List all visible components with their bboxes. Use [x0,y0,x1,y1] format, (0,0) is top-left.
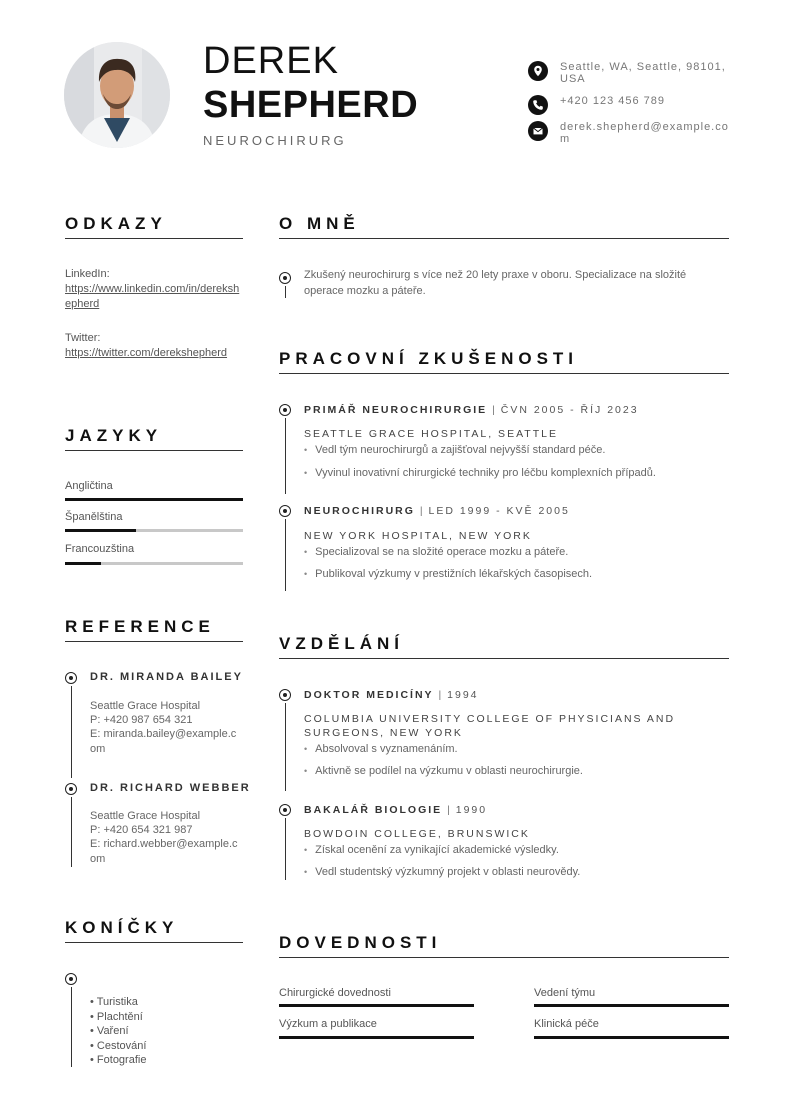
contact-email [528,121,730,145]
hobbies-heading: KONÍČKY [65,918,179,937]
phone-icon [528,95,548,115]
language-level-fill [65,562,101,565]
skill-name: Klinická péče [534,1018,599,1030]
about-divider [279,238,729,239]
education-bullet: • Získal ocenění za vynikající akademické výsledky. [304,844,559,856]
education-institution: BOWDOIN COLLEGE, BRUNSWICK [304,828,530,840]
timeline-line [71,686,72,778]
timeline-dot [279,404,291,416]
timeline-line [285,286,286,298]
twitter-label: Twitter: [65,332,101,344]
links-heading: ODKAZY [65,214,167,233]
language-name: Španělština [65,511,123,523]
reference-email: E: richard.webber@example.com [90,838,238,865]
location-pin-icon [528,61,548,81]
education-bullet: • Aktivně se podílel na výzkumu v oblasti neurochirurgie. [304,765,583,777]
hobbies-list [90,995,146,1068]
experience-bullet: • Specializoval se na složité operace mozku a páteře. [304,546,568,558]
timeline-dot [65,672,77,684]
education-bullet: • Vedl studentský výzkumný projekt v oblasti neurovědy. [304,866,580,878]
linkedin-label: LinkedIn: [65,268,110,280]
hobbies-divider [65,942,243,943]
last-name: SHEPHERD [203,84,419,126]
experience-title: PRIMÁŘ NEUROCHIRURGIE | ČVN 2005 - ŘÍJ 2023 [304,404,639,416]
timeline-line [71,987,72,1067]
envelope-icon [528,121,548,141]
contact-phone [528,95,730,115]
timeline-dot [279,804,291,816]
reference-name: DR. MIRANDA BAILEY [90,671,243,683]
experience-divider [279,373,729,374]
education-title: BAKALÁŘ BIOLOGIE | 1990 [304,804,488,816]
timeline-line [285,818,286,880]
timeline-dot [279,272,291,284]
experience-bullet: • Vyvinul inovativní chirurgické techniky pro léčbu komplexních případů. [304,467,656,479]
profile-photo [64,42,170,148]
references-heading: REFERENCE [65,617,215,636]
skill-bar [279,1004,474,1007]
language-name: Angličtina [65,480,113,492]
language-level-fill [65,529,136,532]
contact-address [528,61,730,85]
experience-heading: PRACOVNÍ ZKUŠENOSTI [279,349,579,368]
timeline-line [71,797,72,867]
skill-name: Výzkum a publikace [279,1018,377,1030]
education-title: DOKTOR MEDICÍNY | 1994 [304,689,479,701]
address-text: Seattle, WA, Seattle, 98101, USA [560,61,726,85]
hobby-item: • Fotografie [90,1054,147,1066]
timeline-dot [65,783,77,795]
phone-text: +420 123 456 789 [560,95,666,107]
reference-phone: P: +420 987 654 321 [90,714,193,726]
reference-name: DR. RICHARD WEBBER [90,782,251,794]
timeline-line [285,519,286,591]
language-level-bar [65,498,243,501]
timeline-line [285,418,286,494]
twitter-link[interactable]: https://twitter.com/derekshepherd [65,347,228,359]
experience-title: NEUROCHIRURG | LED 1999 - KVĚ 2005 [304,505,570,517]
skill-bar [279,1036,474,1039]
timeline-line [285,703,286,791]
experience-bullet: • Vedl tým neurochirurgů a zajišťoval nejvyšší standard péče. [304,444,605,456]
skill-bar [534,1036,729,1039]
experience-organization: NEW YORK HOSPITAL, NEW YORK [304,530,532,542]
timeline-dot [65,973,77,985]
linkedin-link[interactable]: https://www.linkedin.com/in/derekshepherd [65,283,240,310]
language-name: Francouzština [65,543,135,555]
timeline-dot [279,505,291,517]
hobby-item: • Turistika [90,996,138,1008]
language-level-bar [65,562,243,565]
timeline-dot [279,689,291,701]
job-title: NEUROCHIRURG [203,133,347,148]
first-name: DEREK [203,40,339,82]
about-heading: O MNĚ [279,214,360,233]
education-bullet: • Absolvoval s vyznamenáním. [304,743,458,755]
education-institution: COLUMBIA UNIVERSITY COLLEGE OF PHYSICIANS AND SURGEONS, NEW YORK [304,713,676,739]
skill-name: Vedení týmu [534,987,596,999]
reference-email: E: miranda.bailey@example.com [90,728,237,755]
links-divider [65,238,243,239]
hobby-item: • Cestování [90,1039,147,1052]
experience-organization: SEATTLE GRACE HOSPITAL, SEATTLE [304,428,558,440]
hobby-item: • Plachtění [90,1010,143,1023]
skill-name: Chirurgické dovednosti [279,987,391,999]
experience-bullet: • Publikoval výzkumy v prestižních lékařských časopisech. [304,568,592,580]
languages-divider [65,450,243,451]
skills-divider [279,957,729,958]
reference-phone: P: +420 654 321 987 [90,824,193,836]
hobby-item: • Vaření [90,1025,129,1037]
skills-heading: DOVEDNOSTI [279,933,442,952]
languages-heading: JAZYKY [65,426,163,445]
references-divider [65,641,243,642]
email-text: derek.shepherd@example.com [560,121,729,145]
education-divider [279,658,729,659]
about-text: Zkušený neurochirurg s více než 20 lety praxe v oboru. Specializace na složité operace mozku a páteře. [304,269,687,297]
skill-bar [534,1004,729,1007]
reference-company: Seattle Grace Hospital [90,810,201,822]
language-level-fill [65,498,243,501]
language-level-bar [65,529,243,532]
education-heading: VZDĚLÁNÍ [279,634,404,653]
reference-company: Seattle Grace Hospital [90,700,201,712]
